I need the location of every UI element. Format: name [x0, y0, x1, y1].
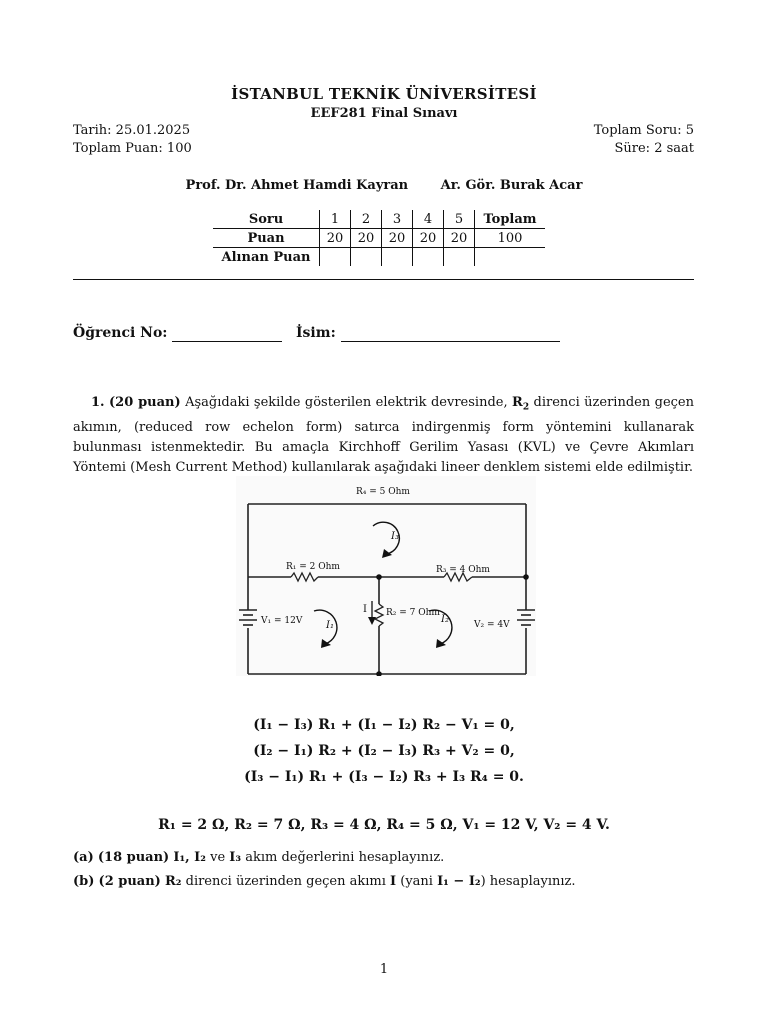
part-b	[73, 874, 576, 889]
page-number: 1	[379, 962, 389, 977]
row-label-soru: Soru	[213, 210, 320, 229]
question-number: 1	[320, 210, 351, 229]
i-label: I	[363, 604, 367, 615]
grade-table-header-row	[213, 210, 545, 229]
student-number-label: Öğrenci No:	[73, 325, 168, 341]
r2-label: R₂ = 7 Ohm	[386, 608, 440, 618]
part-b-text2: (yani	[396, 874, 438, 889]
part-b-label: (b)	[73, 874, 95, 889]
student-name-line[interactable]	[341, 341, 560, 342]
question-1-points: (20 puan)	[109, 395, 181, 410]
equation-3-text: (I₃ − I₁) R₁ + (I₃ − I₂) R₃ + I₃ R₄ = 0.	[244, 769, 524, 785]
question-points: 20	[382, 229, 413, 248]
student-number-line[interactable]	[172, 341, 282, 342]
r1-label: R₁ = 2 Ohm	[286, 562, 340, 572]
part-a-text: akım değerlerini hesaplayınız.	[241, 850, 445, 865]
total-points-cell: 100	[475, 229, 546, 248]
exam-title: EEF281 Final Sınavı	[310, 106, 458, 121]
earned-cell	[320, 248, 351, 267]
circuit-values	[0, 817, 768, 833]
university-title: İSTANBUL TEKNİK ÜNİVERSİTESİ	[231, 85, 537, 103]
part-a-currents: I₁, I₂	[173, 850, 206, 865]
part-a-current3: I₃	[229, 850, 242, 865]
exam-total-points: Toplam Puan: 100	[73, 141, 192, 156]
grade-table	[213, 210, 545, 266]
equation-1	[0, 717, 768, 733]
question-points: 20	[320, 229, 351, 248]
earned-cell	[444, 248, 475, 267]
r2-letter: R	[512, 395, 523, 410]
equation-3	[0, 769, 768, 785]
instructor-name: Prof. Dr. Ahmet Hamdi Kayran	[185, 178, 409, 193]
circuit-diagram	[236, 476, 536, 676]
r3-label: R₃ = 4 Ohm	[436, 565, 490, 575]
question-number: 3	[382, 210, 413, 229]
earned-total-cell	[475, 248, 546, 267]
part-b-text1: direnci üzerinden geçen akımı	[181, 874, 391, 889]
part-b-text3: ) hesaplayınız.	[480, 874, 576, 889]
instructors	[0, 178, 768, 193]
question-points: 20	[413, 229, 444, 248]
earned-cell	[351, 248, 382, 267]
row-label-alinan-puan: Alınan Puan	[221, 249, 311, 265]
r2-symbol	[512, 395, 530, 413]
part-a-mid: ve	[205, 850, 230, 865]
total-header: Toplam	[475, 210, 546, 229]
part-a-points: (18 puan)	[97, 850, 170, 865]
student-name-label: İsim:	[296, 325, 336, 341]
earned-cell	[413, 248, 444, 267]
r2-subscript: 2	[522, 402, 530, 413]
grade-table-earned-row	[213, 248, 545, 267]
assistant-name: Ar. Gör. Burak Acar	[440, 178, 583, 193]
earned-cell	[382, 248, 413, 267]
grade-table-points-row	[213, 229, 545, 248]
header-divider	[73, 279, 694, 280]
part-b-points: (2 puan)	[98, 874, 161, 889]
i1-label: I₁	[326, 620, 334, 631]
question-points: 20	[351, 229, 382, 248]
part-a	[73, 850, 444, 865]
part-a-label: (a)	[73, 850, 94, 865]
exam-total-questions: Toplam Soru: 5	[593, 123, 694, 138]
question-1-text	[73, 393, 694, 478]
equation-1-text: (I₁ − I₃) R₁ + (I₁ − I₂) R₂ − V₁ = 0,	[253, 717, 515, 733]
i3-label: I₃	[391, 531, 399, 542]
part-b-current: I	[390, 874, 397, 889]
part-b-difference: I₁ − I₂	[437, 874, 481, 889]
part-b-r2: R₂	[164, 874, 182, 889]
question-number: 4	[413, 210, 444, 229]
r4-label: R₄ = 5 Ohm	[356, 487, 410, 497]
equation-2	[0, 743, 768, 759]
question-1-number: 1.	[91, 395, 105, 410]
circuit-values-text: R₁ = 2 Ω, R₂ = 7 Ω, R₃ = 4 Ω, R₄ = 5 Ω, V₁ = 12 V, V₂ = 4 V.	[158, 817, 610, 833]
question-number: 2	[351, 210, 382, 229]
exam-date: Tarih: 25.01.2025	[73, 123, 191, 138]
question-1-text-a: Aşağıdaki şekilde gösterilen elektrik devresinde,	[180, 395, 513, 410]
v2-label: V₂ = 4V	[474, 620, 510, 630]
question-1-text-b: direnci üzerinden geçen akımın, (reduced row echelon form) satırca indirgenmiş form yöntemini kullanarak bulunması istenmektedir. Bu amaçla Kirchhoff Gerilim Yasası (KVL) ve Çevre Akımları Yöntemi (Mesh Current Method) kullanılarak aşağıdaki lineer denklem sistemi elde edilmiştir.	[73, 395, 694, 475]
exam-duration: Süre: 2 saat	[614, 141, 694, 156]
row-label-puan: Puan	[213, 229, 320, 248]
question-points: 20	[444, 229, 475, 248]
i2-label: I₂	[441, 614, 449, 625]
question-number: 5	[444, 210, 475, 229]
equation-2-text: (I₂ − I₁) R₂ + (I₂ − I₃) R₃ + V₂ = 0,	[253, 743, 515, 759]
v1-label: V₁ = 12V	[261, 616, 303, 626]
